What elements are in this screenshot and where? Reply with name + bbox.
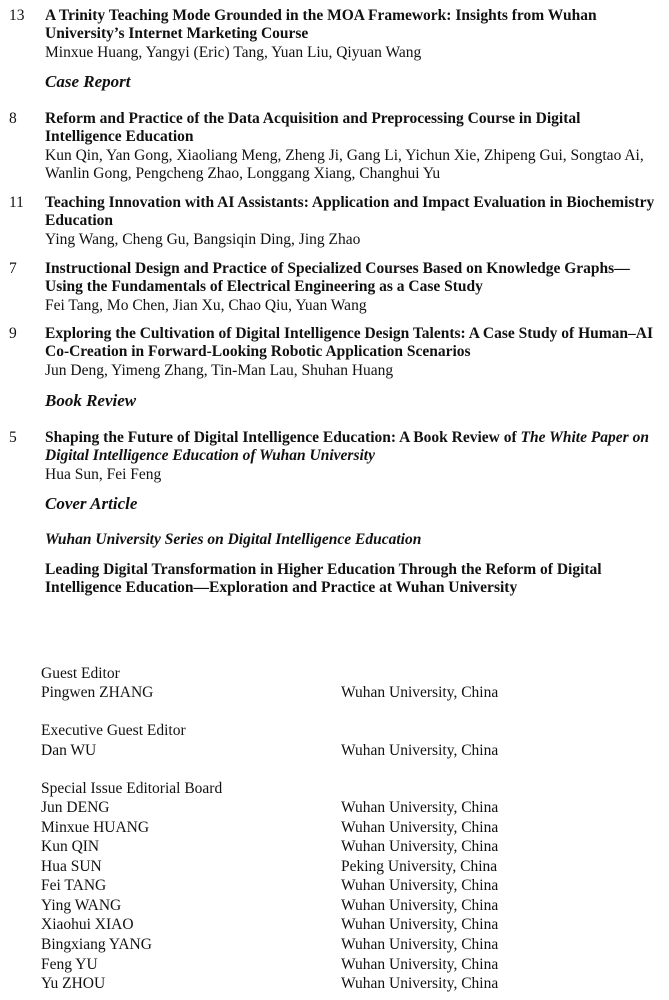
article-authors: Fei Tang, Mo Chen, Jian Xu, Chao Qiu, Yuan Wang: [45, 297, 367, 314]
member-name: Xiaohui XIAO: [41, 916, 134, 933]
member-affiliation: Wuhan University, China: [341, 742, 499, 759]
section-heading-cover-article: Cover Article: [45, 494, 138, 513]
member-affiliation: Wuhan University, China: [341, 877, 499, 894]
page-number: 5: [9, 429, 17, 446]
article-authors: Ying Wang, Cheng Gu, Bangsiqin Ding, Jing Zhao: [45, 231, 361, 248]
member-affiliation: Wuhan University, China: [341, 936, 499, 953]
member-name: Hua SUN: [41, 858, 102, 875]
member-affiliation: Wuhan University, China: [341, 975, 499, 992]
member-affiliation: Peking University, China: [341, 858, 498, 875]
board-heading-special-issue: Special Issue Editorial Board: [41, 780, 223, 797]
member-affiliation: Wuhan University, China: [341, 684, 499, 701]
board-heading-executive-guest-editor: Executive Guest Editor: [41, 722, 186, 739]
member-affiliation: Wuhan University, China: [341, 838, 499, 855]
member-affiliation: Wuhan University, China: [341, 799, 499, 816]
cover-article-title[interactable]: Leading Digital Transformation in Higher Education Through the Reform of Digital Intelligence Education—Exploration and Practice at Wuhan University: [45, 561, 602, 597]
member-name: Fei TANG: [41, 877, 107, 894]
page-number: 8: [9, 110, 17, 127]
member-name: Yu ZHOU: [41, 975, 106, 992]
board-heading-guest-editor: Guest Editor: [41, 665, 120, 682]
section-heading-case-report: Case Report: [45, 72, 131, 91]
article-title-main: Shaping the Future of Digital Intelligence Education: A Book Review of: [45, 429, 521, 446]
page-number: 13: [9, 7, 25, 24]
member-name: Feng YU: [41, 956, 98, 973]
article-title[interactable]: A Trinity Teaching Mode Grounded in the MOA Framework: Insights from Wuhan University’s Internet Marketing Course: [45, 7, 597, 43]
article-authors: Hua Sun, Fei Feng: [45, 466, 162, 483]
member-name: Pingwen ZHANG: [41, 684, 154, 701]
article-title[interactable]: Instructional Design and Practice of Specialized Courses Based on Knowledge Graphs—Using the Fundamentals of Electrical Engineering as a Case Study: [45, 260, 630, 296]
member-name: Bingxiang YANG: [41, 936, 152, 953]
member-name: Minxue HUANG: [41, 819, 150, 836]
article-authors: Kun Qin, Yan Gong, Xiaoliang Meng, Zheng Ji, Gang Li, Yichun Xie, Zhipeng Gui, Songtao Ai, Wanlin Gong, Pengcheng Zhao, Longgang Xiang, Changhui Yu: [45, 147, 644, 183]
article-title[interactable]: Teaching Innovation with AI Assistants: Application and Impact Evaluation in Biochemistry Education: [45, 194, 655, 230]
page-number: 11: [9, 194, 24, 211]
article-title[interactable]: Exploring the Cultivation of Digital Intelligence Design Talents: A Case Study of Human–AI Co-Creation in Forward-Looking Robotic Application Scenarios: [45, 325, 654, 361]
article-authors: Minxue Huang, Yangyi (Eric) Tang, Yuan Liu, Qiyuan Wang: [45, 44, 422, 61]
member-name: Ying WANG: [41, 897, 122, 914]
member-name: Jun DENG: [41, 799, 110, 816]
article-authors: Jun Deng, Yimeng Zhang, Tin-Man Lau, Shuhan Huang: [45, 362, 394, 379]
page-number: 9: [9, 325, 17, 342]
member-name: Dan WU: [41, 742, 97, 759]
cover-series-title[interactable]: Wuhan University Series on Digital Intelligence Education: [45, 531, 422, 548]
member-affiliation: Wuhan University, China: [341, 916, 499, 933]
page-number: 7: [9, 260, 17, 277]
member-affiliation: Wuhan University, China: [341, 956, 499, 973]
article-title[interactable]: [45, 429, 660, 466]
member-name: Kun QIN: [41, 838, 100, 855]
book-title: The White Paper on Digital Intelligence Education of Wuhan University: [45, 429, 649, 465]
section-heading-book-review: Book Review: [45, 391, 137, 410]
member-affiliation: Wuhan University, China: [341, 819, 499, 836]
member-affiliation: Wuhan University, China: [341, 897, 499, 914]
article-title[interactable]: Reform and Practice of the Data Acquisition and Preprocessing Course in Digital Intelligence Education: [45, 110, 581, 146]
